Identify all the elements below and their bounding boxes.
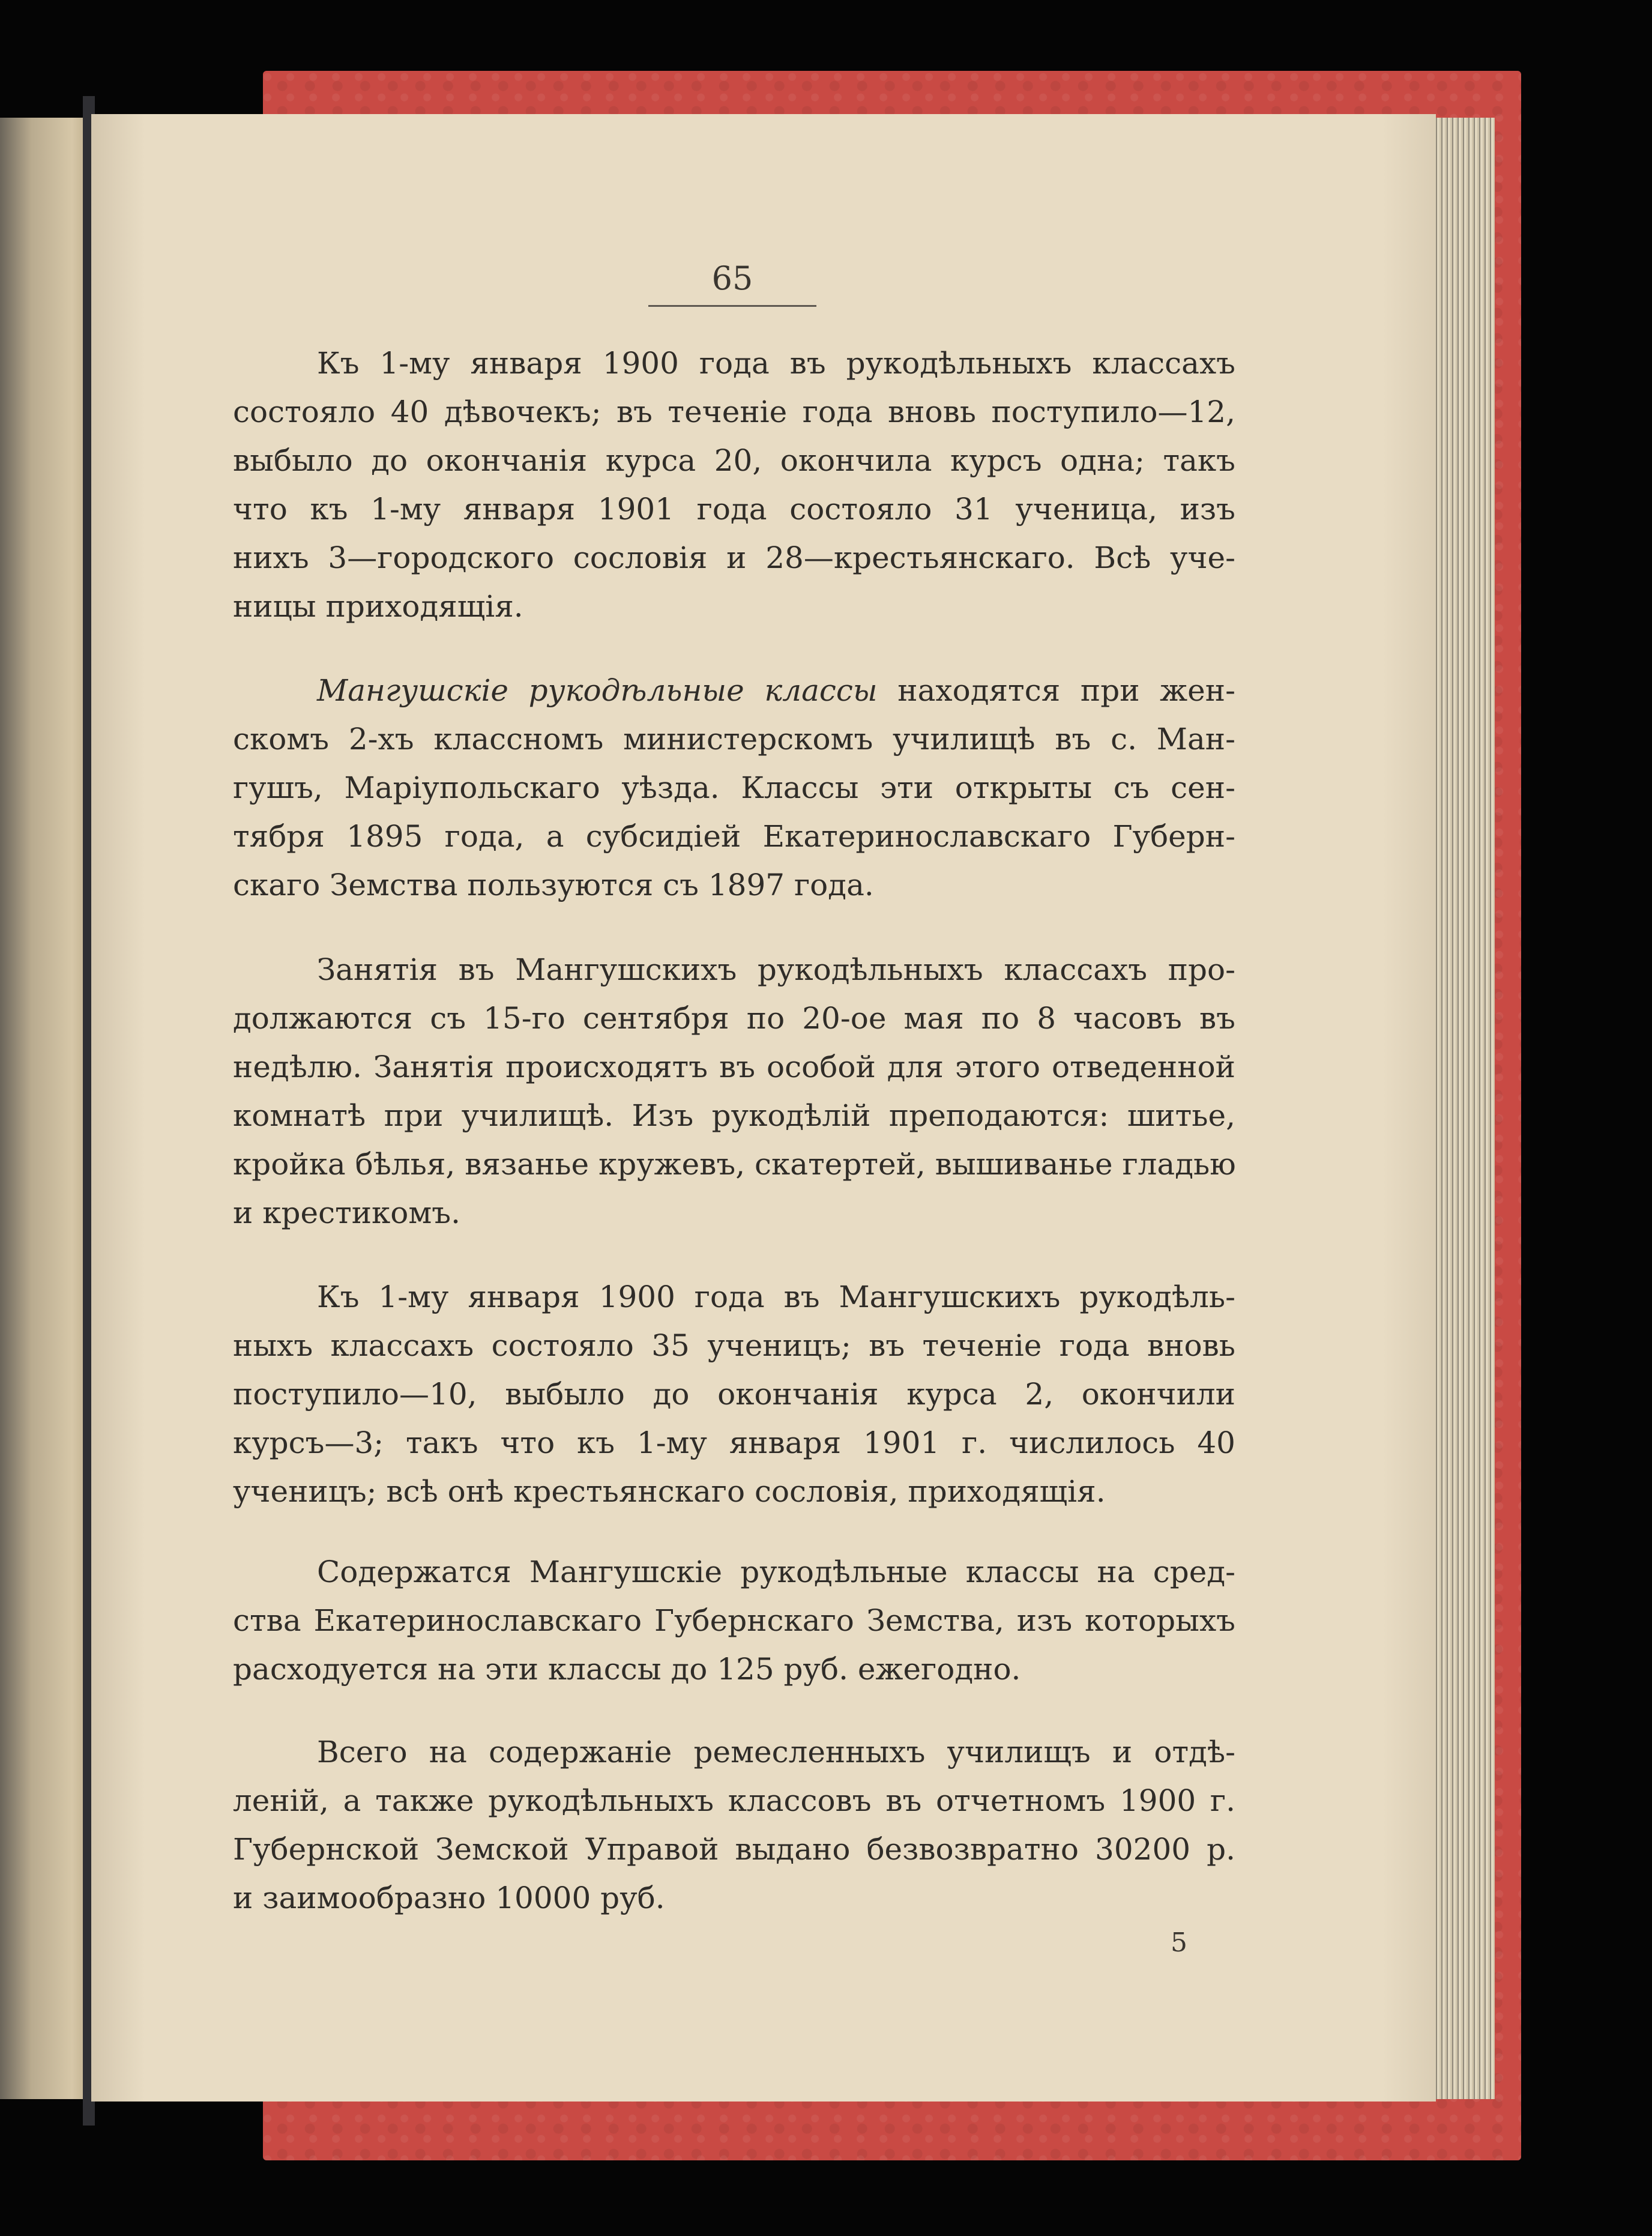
paragraph-line: что къ 1-му января 1901 года состояло 31 ученица, изъ (233, 492, 1235, 527)
paragraph-line: ныхъ классахъ состояло 35 ученицъ; въ теченіе года вновь (233, 1328, 1235, 1363)
paragraph-line: скомъ 2-хъ классномъ министерскомъ училищѣ въ с. Ман- (233, 722, 1235, 757)
paragraph-line: и крестикомъ. (233, 1195, 461, 1230)
paragraph-line: нихъ 3—городского сословія и 28—крестьянскаго. Всѣ уче- (233, 540, 1235, 575)
paragraph-line: скаго Земства пользуются съ 1897 года. (233, 868, 874, 902)
left-page-edge (0, 118, 90, 2099)
paragraph-line: ницы приходящія. (233, 589, 523, 624)
paragraph-line: должаются съ 15-го сентября по 20-ое мая по 8 часовъ въ (233, 1001, 1235, 1036)
paragraph-line: Къ 1-му января 1900 года въ рукодѣльныхъ классахъ (317, 346, 1235, 381)
paragraph-line: расходуется на эти классы до 125 руб. ежегодно. (233, 1652, 1021, 1687)
paragraph-line-first (233, 666, 1235, 715)
paragraph-line: Всего на содержаніе ремесленныхъ училищъ и отдѣ- (317, 1735, 1235, 1769)
paragraph-1 (233, 339, 1235, 631)
paragraph-line: Содержатся Мангушскіе рукодѣльные классы на сред- (317, 1555, 1235, 1589)
paragraph-line: недѣлю. Занятія происходятъ въ особой для этого отведенной (233, 1050, 1235, 1084)
paragraph-line: выбыло до окончанія курса 20, окончила курсъ одна; такъ (233, 443, 1235, 478)
italic-lead: Мангушскіе рукодѣльные классы (317, 673, 878, 708)
paragraph-line: ученицъ; всѣ онѣ крестьянскаго сословія, приходящія. (233, 1474, 1106, 1509)
paragraph-6 (233, 1728, 1235, 1923)
page-edges (1429, 118, 1495, 2099)
paragraph-5 (233, 1548, 1235, 1694)
paragraph-line: курсъ—3; такъ что къ 1-му января 1901 г. числилось 40 (233, 1425, 1235, 1460)
page-number: 65 (711, 259, 753, 297)
header-rule (648, 305, 816, 307)
paragraph-line: ства Екатеринославскаго Губернскаго Земства, изъ которыхъ (233, 1603, 1235, 1638)
paragraph-line: состояло 40 дѣвочекъ; въ теченіе года вновь поступило—12, (233, 394, 1235, 429)
signature-mark: 5 (1171, 1927, 1187, 1958)
paragraph-line: комнатѣ при училищѣ. Изъ рукодѣлій преподаются: шитье, (233, 1098, 1235, 1133)
paragraph-line: Къ 1-му января 1900 года въ Мангушскихъ рукодѣль- (317, 1280, 1235, 1314)
paragraph-line: Губернской Земской Управой выдано безвозвратно 30200 р. (233, 1832, 1235, 1867)
paragraph-line: и заимообразно 10000 руб. (233, 1881, 665, 1915)
paragraph-line: находятся при жен- (877, 673, 1235, 708)
paragraph-line: поступило—10, выбыло до окончанія курса 2, окончили (233, 1377, 1235, 1412)
paragraph-line: Занятія въ Мангушскихъ рукодѣльныхъ классахъ про- (317, 952, 1235, 987)
paragraph-line: тября 1895 года, а субсидіей Екатеринославскаго Губерн- (233, 819, 1235, 854)
paragraph-line: кройка бѣлья, вязанье кружевъ, скатертей, вышиванье гладью (233, 1147, 1236, 1182)
paragraph-line: гушъ, Маріупольскаго уѣзда. Классы эти открыты съ сен- (233, 770, 1235, 805)
paragraph-2 (233, 666, 1235, 910)
paragraph-3 (233, 946, 1235, 1237)
paragraph-4 (233, 1273, 1235, 1516)
paragraph-line: леній, а также рукодѣльныхъ классовъ въ отчетномъ 1900 г. (233, 1783, 1235, 1818)
